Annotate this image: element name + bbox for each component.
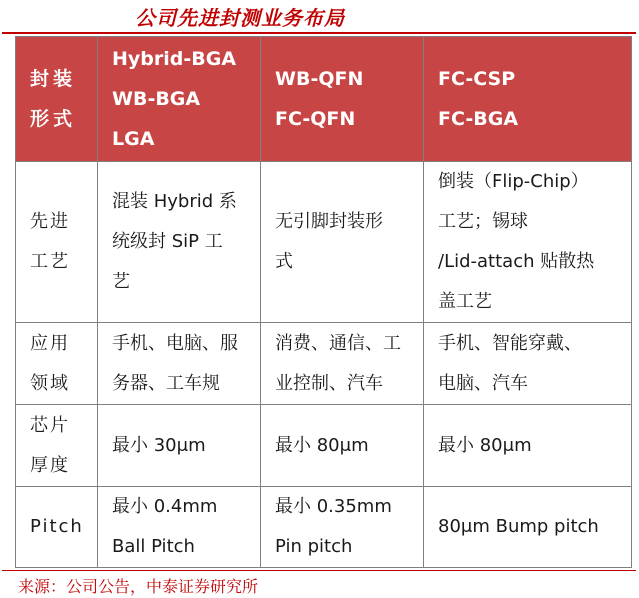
cell-line: Pin pitch: [275, 536, 353, 557]
page-title: 公司先进封测业务布局: [135, 6, 345, 30]
cell-line: 业控制、汽车: [275, 372, 383, 394]
corner-header-line: 封装: [30, 68, 77, 90]
table-row: [16, 487, 632, 568]
cell-line: 最小 0.4mm: [112, 496, 218, 517]
cell-line: 最小 30μm: [112, 434, 206, 456]
table-cell: [424, 405, 632, 487]
cell-line: 手机、智能穿戴、: [438, 332, 582, 354]
row-label-line: 领域: [30, 372, 70, 394]
table-cell: [261, 487, 424, 568]
cell-line: 最小 80μm: [275, 434, 369, 456]
table-cell: [98, 323, 261, 405]
cell-line: 消费、通信、工: [275, 332, 401, 354]
cell-line: 手机、电脑、服: [112, 332, 238, 354]
source-note: 来源：公司公告，中泰证券研究所: [18, 577, 259, 596]
table-cell: [261, 405, 424, 487]
table-cell: [424, 323, 632, 405]
column-header-line: Hybrid-BGA: [112, 48, 237, 70]
table-cell: [424, 162, 632, 323]
cell-line: 80μm Bump pitch: [438, 516, 599, 537]
cell-line: 工艺；锡球: [438, 211, 528, 232]
table-cell: [261, 162, 424, 323]
row-label-line: 工艺: [30, 251, 70, 272]
cell-line: Ball Pitch: [112, 536, 195, 557]
table-row: [16, 405, 632, 487]
row-label-process: [16, 162, 98, 323]
column-header-2: [261, 37, 424, 162]
row-label-thickness: [16, 405, 98, 487]
cell-line: 务器、工车规: [112, 372, 220, 394]
cell-line: 统级封 SiP 工: [112, 231, 223, 252]
cell-line: 式: [275, 251, 293, 272]
table-row: [16, 323, 632, 405]
table-cell: [98, 487, 261, 568]
cell-line: 倒装（Flip-Chip）: [438, 171, 589, 192]
cell-line: 混装 Hybrid 系: [112, 191, 237, 212]
column-header-line: LGA: [112, 128, 155, 150]
column-header-3: [424, 37, 632, 162]
cell-line: 电脑、汽车: [438, 372, 528, 394]
cell-line: 艺: [112, 271, 130, 292]
column-header-line: WB-QFN: [275, 68, 364, 90]
cell-line: 最小 0.35mm: [275, 496, 392, 517]
column-header-line: FC-QFN: [275, 108, 356, 130]
column-header-line: FC-BGA: [438, 108, 519, 130]
cell-line: /Lid-attach 贴散热: [438, 251, 595, 272]
column-header-line: WB-BGA: [112, 88, 201, 110]
packaging-table: [15, 36, 632, 568]
row-label-line: 厚度: [30, 454, 70, 476]
row-label-line: Pitch: [30, 516, 84, 537]
corner-header-cell: [16, 37, 98, 162]
row-label-application: [16, 323, 98, 405]
corner-header-line: 形式: [30, 108, 77, 130]
table-cell: [98, 162, 261, 323]
cell-line: 盖工艺: [438, 291, 492, 312]
column-header-line: FC-CSP: [438, 68, 516, 90]
row-label-line: 芯片: [30, 414, 70, 436]
table-cell: [261, 323, 424, 405]
table-cell: [98, 405, 261, 487]
table-row: [16, 162, 632, 323]
row-label-line: 先进: [30, 211, 70, 232]
cell-line: 无引脚封装形: [275, 211, 383, 232]
column-header-1: [98, 37, 261, 162]
row-label-pitch: [16, 487, 98, 568]
cell-line: 最小 80μm: [438, 434, 532, 456]
header-row: [16, 37, 632, 162]
row-label-line: 应用: [30, 332, 70, 354]
source-divider: [2, 570, 636, 571]
title-divider: [2, 32, 636, 34]
table-cell: [424, 487, 632, 568]
